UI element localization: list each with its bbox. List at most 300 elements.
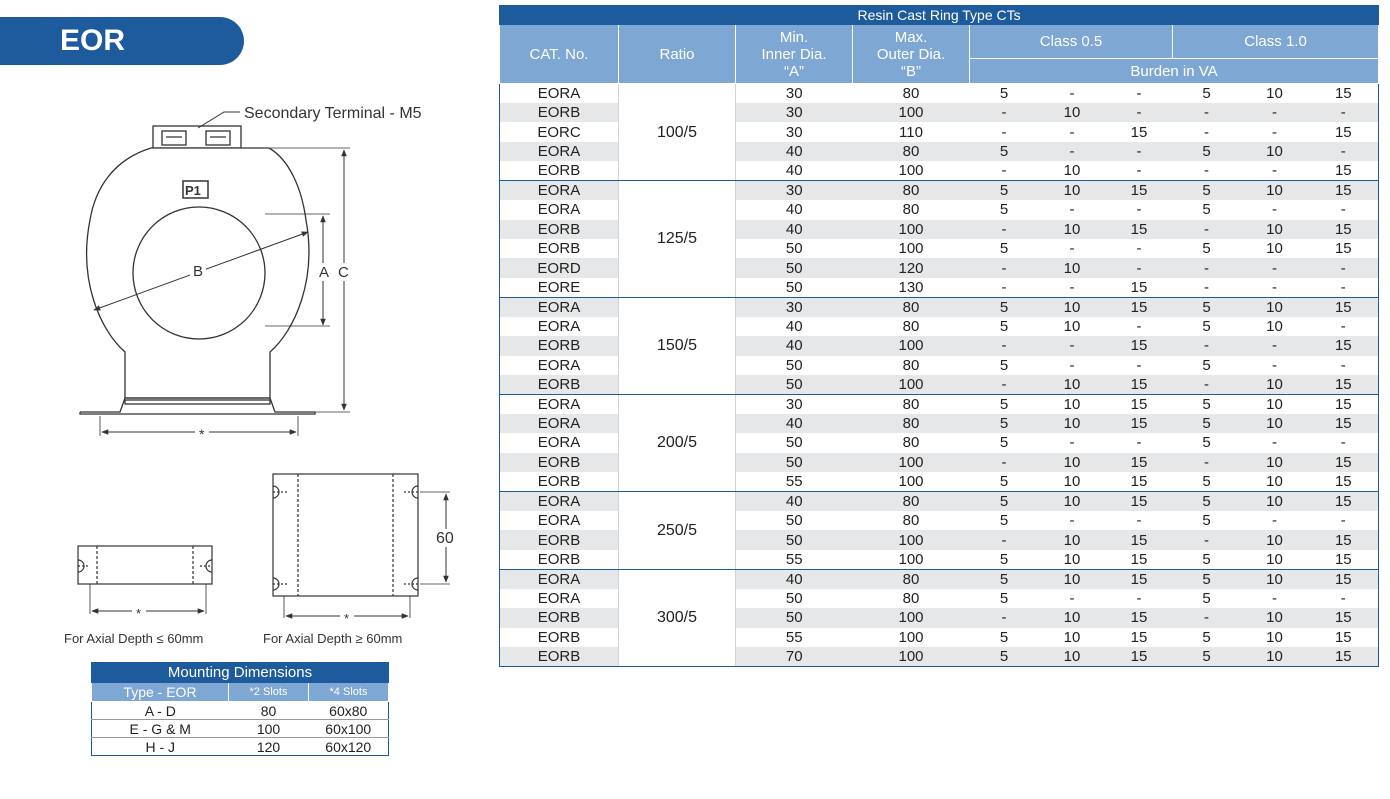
table-cell: 50 [785, 240, 803, 258]
two-slot-star: * [136, 606, 142, 621]
table-cell: - [970, 103, 1039, 122]
table-cell: 40 [736, 569, 853, 589]
table-cell: 10 [1266, 395, 1283, 413]
dim-a-label: A [319, 264, 330, 281]
table-cell: 5 [999, 356, 1009, 374]
table-cell: 100 [853, 220, 970, 239]
table-cell: - [1173, 375, 1241, 395]
table-cell: 10 [1039, 569, 1106, 589]
table-cell: 10 [1063, 628, 1081, 646]
table-cell: 30 [736, 103, 853, 122]
table-cell: - [1173, 161, 1241, 181]
table-cell: 15 [1309, 647, 1379, 667]
cat-no-cell: EORA [500, 492, 619, 512]
table-cell: 10 [1039, 608, 1106, 627]
cat-no-cell: EORB [500, 472, 619, 492]
header-min-inner-dia: Min. Inner Dia. “A” [736, 25, 853, 84]
mounting-cell: 80 [229, 702, 309, 720]
cat-no-cell: EORB [500, 161, 619, 181]
table-cell: - [1106, 258, 1173, 277]
table-cell: 50 [736, 530, 853, 549]
mounting-dimensions-table [91, 662, 389, 756]
ct-drawing [0, 0, 480, 660]
mounting-cell: 60x120 [309, 738, 389, 756]
table-cell: 100 [853, 103, 970, 122]
table-cell: 50 [736, 375, 853, 395]
table-cell: 15 [1334, 395, 1352, 413]
header-cat-no: CAT. No. [500, 25, 619, 84]
page-title: EOR [0, 17, 244, 65]
table-cell: 15 [1309, 472, 1379, 492]
table-cell: 15 [1309, 492, 1379, 512]
table-cell: - [1173, 453, 1241, 472]
table-cell: 40 [736, 161, 853, 181]
table-cell: - [1136, 512, 1142, 530]
table-cell: - [1136, 201, 1142, 219]
cat-no-cell: EORC [537, 123, 581, 141]
table-cell: 10 [1039, 181, 1106, 201]
cat-no-cell: EORA [537, 512, 581, 530]
table-cell: 10 [1241, 375, 1309, 395]
ct-table-title: Resin Cast Ring Type CTs [500, 6, 1379, 25]
mounting-cell: 120 [229, 738, 309, 756]
table-cell: 5 [999, 240, 1009, 258]
ratio-cell: 125/5 [619, 181, 736, 298]
cat-no-cell: EORA [500, 142, 619, 161]
table-row [500, 297, 1379, 317]
table-cell: - [1272, 201, 1277, 219]
table-cell: 5 [1202, 395, 1211, 413]
table-cell: 100 [898, 628, 924, 646]
table-cell: 15 [1334, 628, 1352, 646]
table-row [500, 84, 1379, 104]
table-cell: 40 [736, 336, 853, 355]
table-cell: 40 [785, 317, 803, 335]
table-cell: 15 [1106, 530, 1173, 549]
table-cell: - [970, 220, 1039, 239]
table-cell: 15 [1334, 240, 1352, 258]
cat-no-cell: EORD [500, 258, 619, 277]
table-cell: 100 [898, 240, 924, 258]
table-cell: 15 [1106, 336, 1173, 355]
cat-no-cell: EORB [537, 240, 581, 258]
table-cell: - [1136, 240, 1142, 258]
table-cell: 5 [999, 628, 1009, 646]
ct-table-body [500, 84, 1379, 667]
table-cell: 80 [853, 297, 970, 317]
table-cell: 100 [853, 530, 970, 549]
table-cell: 40 [736, 142, 853, 161]
table-cell: 10 [1266, 628, 1283, 646]
table-cell: 5 [999, 201, 1009, 219]
table-cell: 50 [736, 608, 853, 627]
table-cell: 15 [1130, 123, 1148, 141]
table-cell: 5 [1202, 240, 1211, 258]
table-cell: - [1309, 142, 1379, 161]
table-row [500, 569, 1379, 589]
table-cell: 5 [1173, 181, 1241, 201]
table-cell: 110 [899, 123, 923, 141]
table-cell: 5 [970, 569, 1039, 589]
ratio-cell: 250/5 [619, 492, 736, 570]
table-cell: 15 [1309, 336, 1379, 355]
table-cell: 80 [902, 317, 920, 335]
table-cell: - [970, 258, 1039, 277]
secondary-terminal-label: Secondary Terminal - M5 [244, 105, 422, 122]
table-cell: - [970, 161, 1039, 181]
table-cell: - [1173, 530, 1241, 549]
table-cell: - [1340, 356, 1346, 374]
table-cell: - [1136, 356, 1142, 374]
cat-no-cell: EORA [500, 181, 619, 201]
table-cell: 5 [970, 414, 1039, 433]
table-cell: 5 [1173, 297, 1241, 317]
table-cell: 5 [970, 647, 1039, 667]
p1-label: P1 [185, 183, 201, 198]
cat-no-cell: EORB [500, 608, 619, 627]
table-cell: - [1069, 512, 1075, 530]
table-cell: 100 [853, 453, 970, 472]
table-cell: 80 [853, 181, 970, 201]
table-cell: 50 [785, 356, 803, 374]
table-cell: 55 [785, 628, 803, 646]
mounting-row [92, 738, 389, 756]
table-cell: 15 [1130, 395, 1148, 413]
table-cell: 10 [1039, 297, 1106, 317]
header-burden: Burden in VA [970, 59, 1379, 84]
table-cell: 5 [1173, 569, 1241, 589]
table-cell: - [1272, 434, 1277, 452]
table-cell: 100 [853, 647, 970, 667]
table-cell: 5 [970, 181, 1039, 201]
ratio-cell: 200/5 [619, 394, 736, 491]
table-cell: - [1039, 278, 1106, 298]
table-cell: 100 [853, 161, 970, 181]
table-cell: 130 [853, 278, 970, 298]
table-cell: - [1340, 434, 1346, 452]
cat-no-cell: EORA [537, 317, 581, 335]
table-cell: 10 [1266, 85, 1283, 102]
ratio-cell: 300/5 [619, 569, 736, 666]
mounting-cell: 60x80 [309, 702, 389, 720]
table-cell: - [1106, 142, 1173, 161]
table-cell: - [1136, 85, 1142, 102]
table-cell: 15 [1309, 161, 1379, 181]
cat-no-cell: EORB [500, 530, 619, 549]
table-cell: 15 [1106, 647, 1173, 667]
table-cell: 80 [902, 512, 920, 530]
mounting-cell: A - D [92, 702, 229, 720]
table-cell: - [970, 278, 1039, 298]
cat-no-cell: EORB [537, 628, 581, 646]
table-cell: 10 [1039, 375, 1106, 395]
table-cell: 5 [1202, 434, 1211, 452]
cat-no-cell: EORA [537, 395, 581, 413]
dim-60-label: 60 [436, 530, 454, 547]
mounting-cell: 60x100 [309, 720, 389, 738]
table-cell: 15 [1334, 85, 1352, 102]
table-cell: 15 [1106, 297, 1173, 317]
table-cell: 10 [1241, 297, 1309, 317]
table-cell: - [1272, 123, 1277, 141]
table-cell: 5 [970, 472, 1039, 492]
dim-b-label: B [193, 263, 204, 280]
table-cell: - [1069, 356, 1075, 374]
table-cell: - [970, 530, 1039, 549]
ratio-cell: 150/5 [619, 297, 736, 394]
table-cell: - [1272, 512, 1277, 530]
table-row [500, 394, 1379, 414]
table-cell: 5 [1173, 492, 1241, 512]
table-cell: 10 [1039, 103, 1106, 122]
table-cell: 15 [1309, 375, 1379, 395]
table-cell: 5 [999, 434, 1009, 452]
table-cell: 30 [785, 395, 803, 413]
table-cell: 10 [1241, 220, 1309, 239]
ratio-cell: 100/5 [619, 84, 736, 181]
table-cell: - [1241, 258, 1309, 277]
table-cell: 10 [1039, 220, 1106, 239]
table-cell: 15 [1106, 181, 1173, 201]
table-cell: 10 [1241, 414, 1309, 433]
cat-no-cell: EORB [500, 453, 619, 472]
table-cell: 80 [902, 590, 920, 608]
table-cell: 5 [999, 512, 1009, 530]
table-cell: 10 [1039, 647, 1106, 667]
table-cell: 5 [1202, 317, 1211, 335]
table-cell: 5 [1202, 85, 1211, 102]
mounting-cell: E - G & M [92, 720, 229, 738]
table-cell: 15 [1309, 569, 1379, 589]
table-cell: - [1173, 220, 1241, 239]
table-cell: 15 [1106, 375, 1173, 395]
cat-no-cell: EORA [537, 434, 581, 452]
cat-no-cell: EORB [500, 375, 619, 395]
mounting-title: Mounting Dimensions [92, 663, 389, 683]
header-ratio: Ratio [619, 25, 736, 84]
table-cell: 40 [736, 492, 853, 512]
table-cell: 15 [1309, 220, 1379, 239]
table-cell: - [1039, 142, 1106, 161]
table-cell: 5 [1173, 414, 1241, 433]
caption-axial-large: For Axial Depth ≥ 60mm [263, 631, 403, 646]
table-cell: 15 [1106, 550, 1173, 570]
cat-no-cell: EORA [500, 569, 619, 589]
table-cell: - [1136, 434, 1142, 452]
table-cell: 100 [853, 550, 970, 570]
table-cell: 80 [853, 492, 970, 512]
table-cell: - [1173, 336, 1241, 355]
table-cell: 15 [1334, 123, 1352, 141]
table-cell: - [1173, 608, 1241, 627]
table-cell: 5 [999, 395, 1009, 413]
table-cell: 70 [736, 647, 853, 667]
table-cell: 10 [1039, 258, 1106, 277]
table-cell: 15 [1106, 220, 1173, 239]
table-row [500, 492, 1379, 512]
table-cell: - [1039, 336, 1106, 355]
table-cell: 5 [970, 142, 1039, 161]
caption-axial-small: For Axial Depth ≤ 60mm [64, 631, 204, 646]
table-cell: 5 [999, 590, 1009, 608]
table-cell: - [1069, 201, 1075, 219]
cat-no-cell: EORB [500, 103, 619, 122]
table-cell: 5 [1202, 356, 1211, 374]
table-cell: - [1136, 590, 1142, 608]
table-cell: 5 [999, 85, 1009, 102]
dim-width-star: * [199, 426, 205, 442]
four-slot-star: * [344, 611, 350, 626]
table-cell: 10 [1039, 550, 1106, 570]
cat-no-cell: EORB [500, 336, 619, 355]
table-cell: 40 [785, 201, 803, 219]
table-cell: 15 [1309, 297, 1379, 317]
table-cell: - [1340, 317, 1346, 335]
table-cell: - [1204, 123, 1209, 141]
table-cell: 10 [1039, 492, 1106, 512]
table-cell: 15 [1130, 628, 1148, 646]
table-cell: - [1340, 201, 1346, 219]
table-cell: - [1340, 590, 1346, 608]
table-cell: 5 [1173, 647, 1241, 667]
mounting-row [92, 702, 389, 720]
four-slot-base-view [273, 474, 450, 618]
table-cell: 80 [853, 569, 970, 589]
table-cell: - [1136, 317, 1142, 335]
table-cell: 80 [902, 356, 920, 374]
table-cell: 80 [853, 414, 970, 433]
table-cell: 5 [1202, 201, 1211, 219]
table-cell: - [1309, 103, 1379, 122]
table-cell: - [1309, 258, 1379, 277]
cat-no-cell: EORA [537, 356, 581, 374]
table-cell: 10 [1241, 550, 1309, 570]
table-cell: - [1069, 85, 1075, 102]
table-cell: 5 [970, 492, 1039, 512]
table-cell: - [970, 608, 1039, 627]
table-cell: - [1241, 278, 1309, 298]
table-cell: 10 [1241, 142, 1309, 161]
table-cell: 50 [736, 278, 853, 298]
cat-no-cell: EORA [537, 201, 581, 219]
header-class-05: Class 0.5 [970, 25, 1173, 59]
table-cell: 55 [736, 472, 853, 492]
table-cell: 5 [1173, 142, 1241, 161]
table-cell: 50 [736, 453, 853, 472]
table-cell: 10 [1241, 472, 1309, 492]
table-cell: - [1309, 278, 1379, 298]
table-cell: - [970, 375, 1039, 395]
cat-no-cell: EORA [500, 414, 619, 433]
table-cell: 5 [1202, 512, 1211, 530]
table-cell: 50 [785, 512, 803, 530]
table-cell: 80 [902, 85, 920, 102]
table-cell: 15 [1106, 492, 1173, 512]
table-cell: 10 [1241, 608, 1309, 627]
table-cell: - [1272, 356, 1277, 374]
table-cell: 15 [1309, 414, 1379, 433]
table-cell: 15 [1309, 181, 1379, 201]
table-cell: - [1173, 103, 1241, 122]
table-row [500, 181, 1379, 201]
table-cell: 15 [1106, 414, 1173, 433]
mounting-header: Type - EOR [92, 683, 229, 702]
table-cell: 15 [1309, 453, 1379, 472]
table-cell: 5 [1173, 550, 1241, 570]
table-cell: 15 [1309, 608, 1379, 627]
table-cell: 30 [785, 123, 803, 141]
table-cell: - [1241, 336, 1309, 355]
table-cell: - [1173, 278, 1241, 298]
table-cell: 120 [853, 258, 970, 277]
cat-no-cell: EORB [500, 220, 619, 239]
table-cell: 80 [902, 201, 920, 219]
table-cell: - [970, 453, 1039, 472]
table-cell: - [1272, 590, 1277, 608]
table-cell: 15 [1106, 278, 1173, 298]
table-cell: 10 [1241, 647, 1309, 667]
mounting-header: *4 Slots [309, 683, 389, 702]
table-cell: - [1001, 123, 1007, 141]
table-cell: 100 [853, 336, 970, 355]
table-cell: - [1340, 512, 1346, 530]
table-cell: 30 [736, 297, 853, 317]
table-cell: 10 [1063, 395, 1081, 413]
table-cell: 10 [1266, 240, 1283, 258]
table-cell: - [1069, 240, 1075, 258]
table-cell: 40 [736, 220, 853, 239]
table-cell: 80 [902, 395, 920, 413]
table-cell: 15 [1106, 608, 1173, 627]
table-cell: 10 [1039, 530, 1106, 549]
table-cell: 30 [736, 181, 853, 201]
table-cell: 50 [785, 590, 803, 608]
table-cell: 40 [736, 414, 853, 433]
cat-no-cell: EORE [500, 278, 619, 298]
table-cell: 10 [1241, 492, 1309, 512]
table-cell: 15 [1309, 530, 1379, 549]
table-cell: 15 [1309, 550, 1379, 570]
table-cell: 5 [999, 317, 1009, 335]
cat-no-cell: EORB [500, 647, 619, 667]
table-cell: - [1106, 103, 1173, 122]
mounting-header: *2 Slots [229, 683, 309, 702]
table-cell: - [1241, 103, 1309, 122]
table-cell: 10 [1241, 569, 1309, 589]
table-cell: 50 [785, 434, 803, 452]
table-cell: 10 [1039, 414, 1106, 433]
table-cell: 10 [1241, 530, 1309, 549]
table-cell: 15 [1106, 569, 1173, 589]
cat-no-cell: EORA [537, 85, 581, 102]
table-cell: 5 [970, 297, 1039, 317]
header-max-outer-dia: Max. Outer Dia. “B” [853, 25, 970, 84]
cat-no-cell: EORA [537, 590, 581, 608]
table-cell: 10 [1241, 181, 1309, 201]
table-cell: - [1069, 434, 1075, 452]
table-cell: 100 [853, 608, 970, 627]
table-cell: - [1173, 258, 1241, 277]
table-cell: 15 [1106, 472, 1173, 492]
table-cell: 10 [1063, 317, 1081, 335]
table-cell: 100 [853, 375, 970, 395]
table-cell: 10 [1039, 472, 1106, 492]
table-cell: - [1106, 161, 1173, 181]
table-cell: 10 [1266, 317, 1283, 335]
table-cell: 30 [785, 85, 803, 102]
table-cell: 5 [1202, 628, 1211, 646]
table-cell: 5 [1173, 472, 1241, 492]
